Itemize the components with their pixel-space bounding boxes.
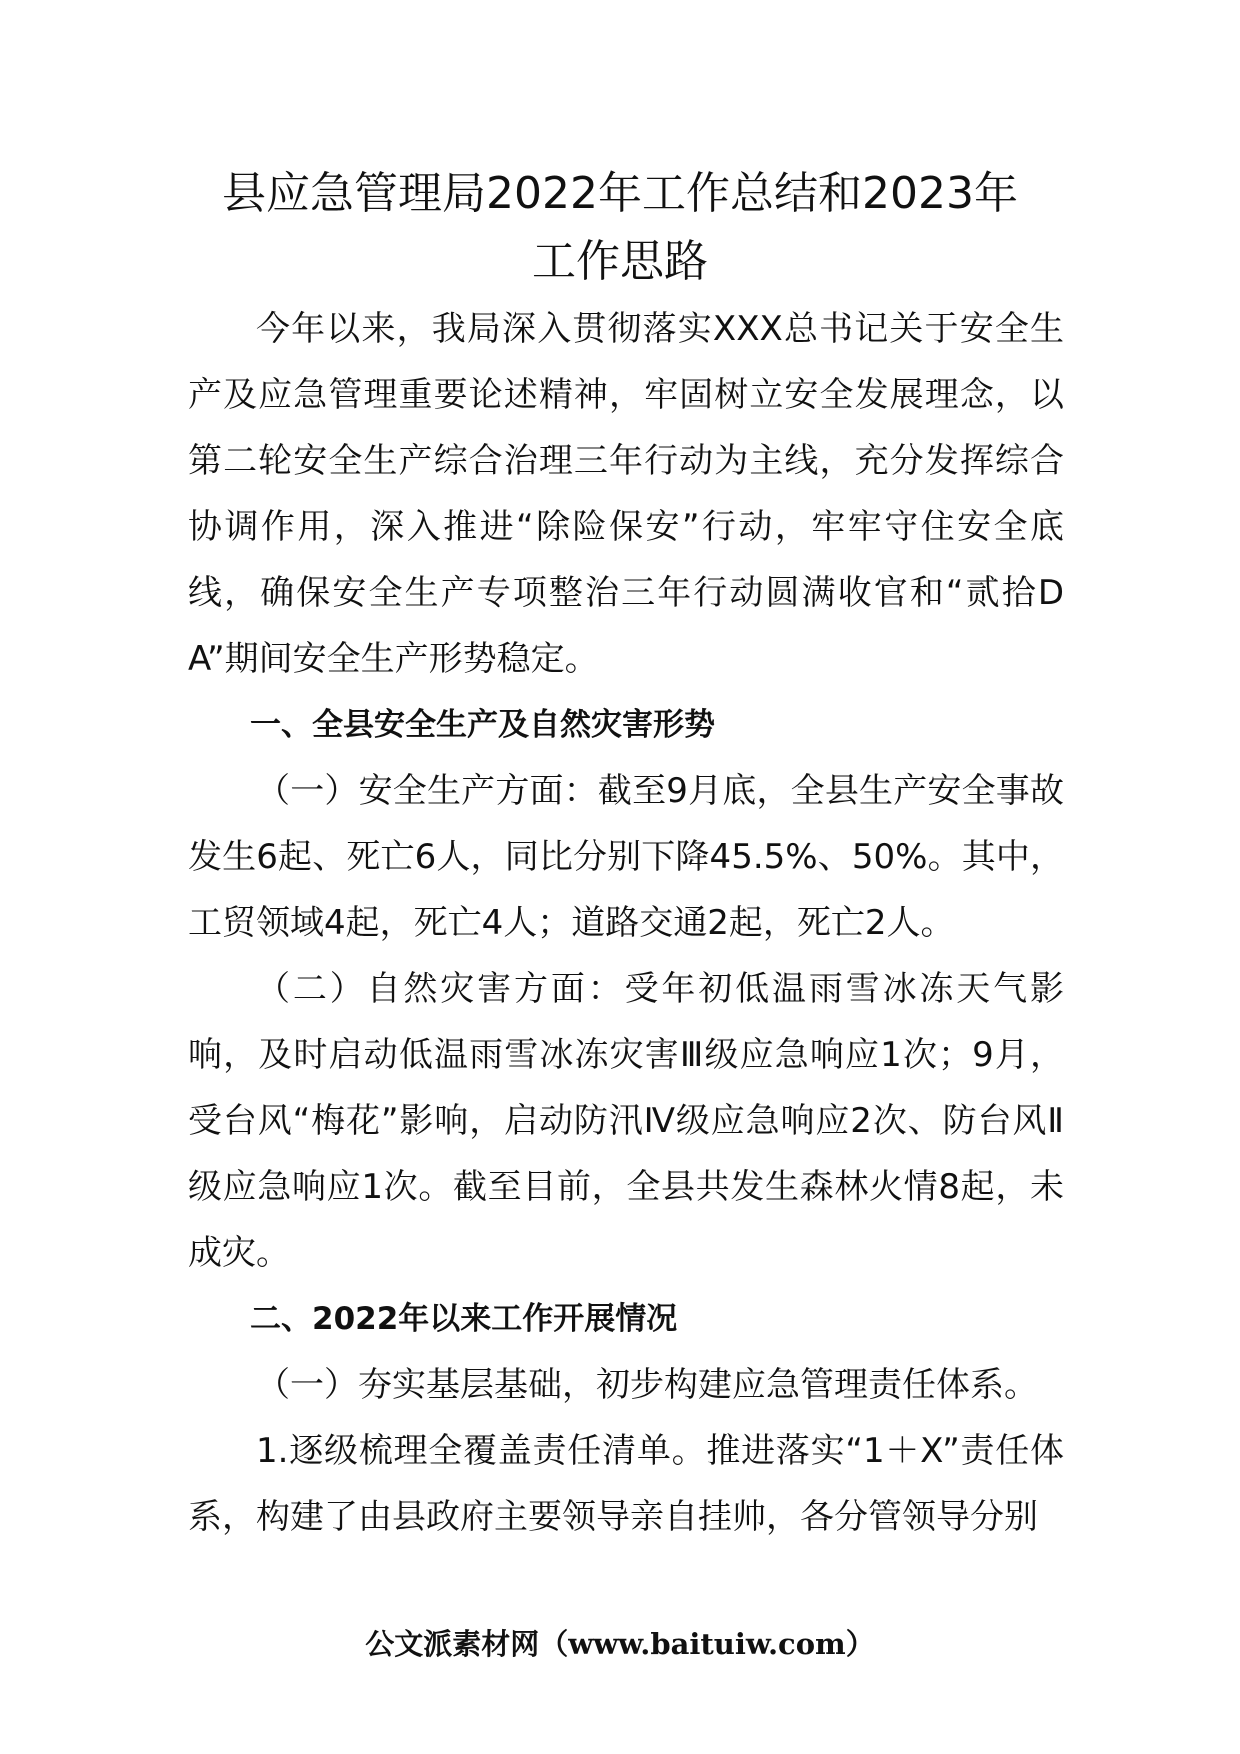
subsection-heading-1: （一）夯实基层基础，初步构建应急管理责任体系。 [256,1365,1038,1405]
paragraph-responsibility-list: 1.逐级梳理全覆盖责任清单。推进落实“1＋X”责任体系，构建了由县政府主要领导亲自挂帅，各分管领导分别 [188,1431,1064,1537]
intro-paragraph: 今年以来，我局深入贯彻落实XXX总书记关于安全生产及应急管理重要论述精神，牢固树立安全发展理念，以第二轮安全生产综合治理三年行动为主线，充分发挥综合协调作用，深入推进“除险保安”行动，牢牢守住安全底线，确保安全生产专项整治三年行动圆满收官和“贰拾DA”期间安全生产形势稳定。 [188,309,1064,679]
title-line-2: 工作思路 [532,236,708,287]
footer-watermark: 公文派素材网（www.baituiw.com） [365,1627,875,1661]
document-title [150,160,1090,296]
paragraph-safety-production: （一）安全生产方面：截至9月底，全县生产安全事故发生6起、死亡6人，同比分别下降45.5%、50%。其中，工贸领域4起，死亡4人；道路交通2起，死亡2人。 [188,771,1064,943]
section-heading-1: 一、全县安全生产及自然灾害形势 [250,707,715,743]
document-body [188,296,1064,1550]
section-heading-2: 二、2022年以来工作开展情况 [250,1301,678,1337]
paragraph-natural-disasters: （二）自然灾害方面：受年初低温雨雪冰冻天气影响，及时启动低温雨雪冰冻灾害Ⅲ级应急响应1次；9月，受台风“梅花”影响，启动防汛Ⅳ级应急响应2次、防台风Ⅱ级应急响应1次。截至目前，全县共发生森林火情8起，未成灾。 [188,969,1064,1273]
title-line-1: 县应急管理局2022年工作总结和2023年 [222,168,1018,219]
